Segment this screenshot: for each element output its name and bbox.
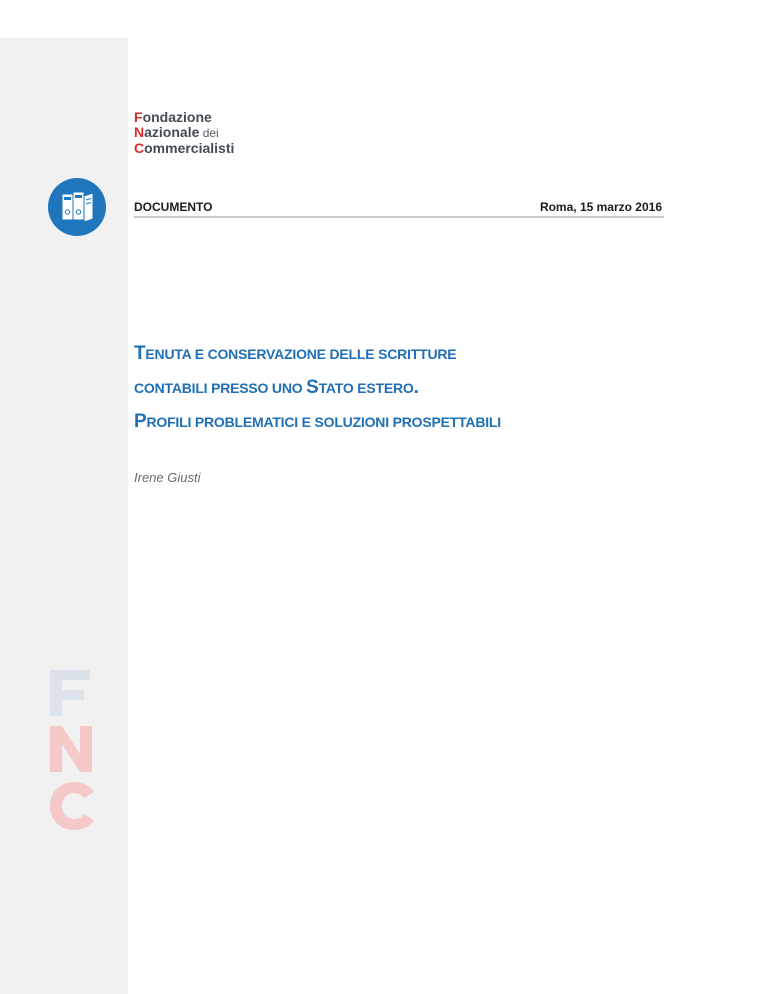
document-folders-icon [48, 178, 106, 236]
top-margin [0, 0, 768, 38]
title-line-1: TENUTA E CONSERVAZIONE DELLE SCRITTURE [134, 343, 457, 364]
title-line-3: PROFILI PROBLEMATICI E SOLUZIONI PROSPETTABILI [134, 411, 501, 432]
header-divider [134, 216, 664, 218]
fnc-watermark [44, 668, 100, 838]
title-line-2: CONTABILI PRESSO UNO STATO ESTERO. [134, 377, 419, 398]
author-name: Irene Giusti [134, 470, 201, 485]
fnc-logo: Fondazione Nazionale dei Commercialisti [134, 109, 235, 156]
document-type-label: DOCUMENTO [134, 200, 213, 214]
document-title [134, 337, 734, 439]
document-date: Roma, 15 marzo 2016 [539, 200, 662, 214]
